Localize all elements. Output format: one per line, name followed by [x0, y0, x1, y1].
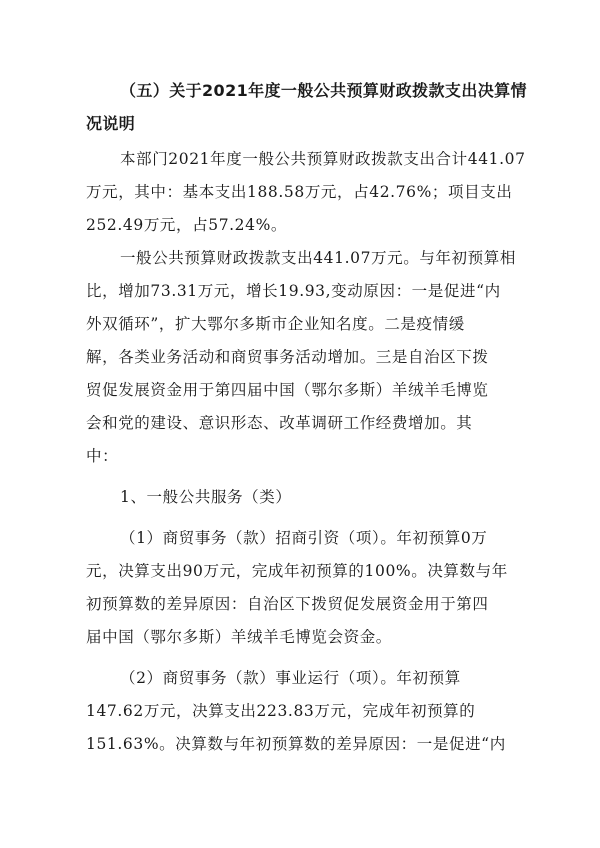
section-title-line-2: 况说明 — [86, 114, 136, 133]
p3-line-2: 元，决算支出90万元，完成年初预算的100%。决算数与年 — [86, 562, 508, 580]
p1-line-1: 本部门2021年度一般公共预算财政拨款支出合计441.07 — [120, 150, 526, 168]
p1-line-3: 252.49万元，占57.24%。 — [86, 216, 288, 234]
p2-line-2: 比，增加73.31万元，增长19.93,变动原因：一是促进“内 — [86, 282, 501, 300]
p4-line-3: 151.63%。决算数与年初预算数的差异原因：一是促进“内 — [86, 735, 506, 753]
p3-line-1: （1）商贸事务（款）招商引资（项）。年初预算0万 — [120, 529, 488, 547]
p2-line-6: 会和党的建设、意识形态、改革调研工作经费增加。其 — [86, 414, 473, 432]
p2-line-4: 解，各类业务活动和商贸事务活动增加。三是自治区下拨 — [86, 348, 489, 366]
p4-line-1: （2）商贸事务（款）事业运行（项）。年初预算 — [120, 669, 461, 687]
p4-line-2: 147.62万元，决算支出223.83万元，完成年初预算的 — [86, 702, 476, 720]
p3-line-4: 届中国（鄂尔多斯）羊绒羊毛博览会资金。 — [86, 628, 392, 646]
p2-line-1: 一般公共预算财政拨款支出441.07万元。与年初预算相 — [120, 249, 516, 267]
p2-line-7: 中： — [86, 447, 119, 465]
category-heading: 1、一般公共服务（类） — [120, 488, 292, 506]
p2-line-5: 贸促发展资金用于第四届中国（鄂尔多斯）羊绒羊毛博览 — [86, 381, 489, 399]
p2-line-3: 外双循环”，扩大鄂尔多斯市企业知名度。二是疫情缓 — [86, 315, 465, 333]
p3-line-3: 初预算数的差异原因：自治区下拨贸促发展资金用于第四 — [86, 595, 489, 613]
p1-line-2: 万元，其中：基本支出188.58万元，占42.76%；项目支出 — [86, 183, 513, 201]
section-title-line-1: （五）关于2021年度一般公共预算财政拨款支出决算情 — [120, 81, 527, 100]
